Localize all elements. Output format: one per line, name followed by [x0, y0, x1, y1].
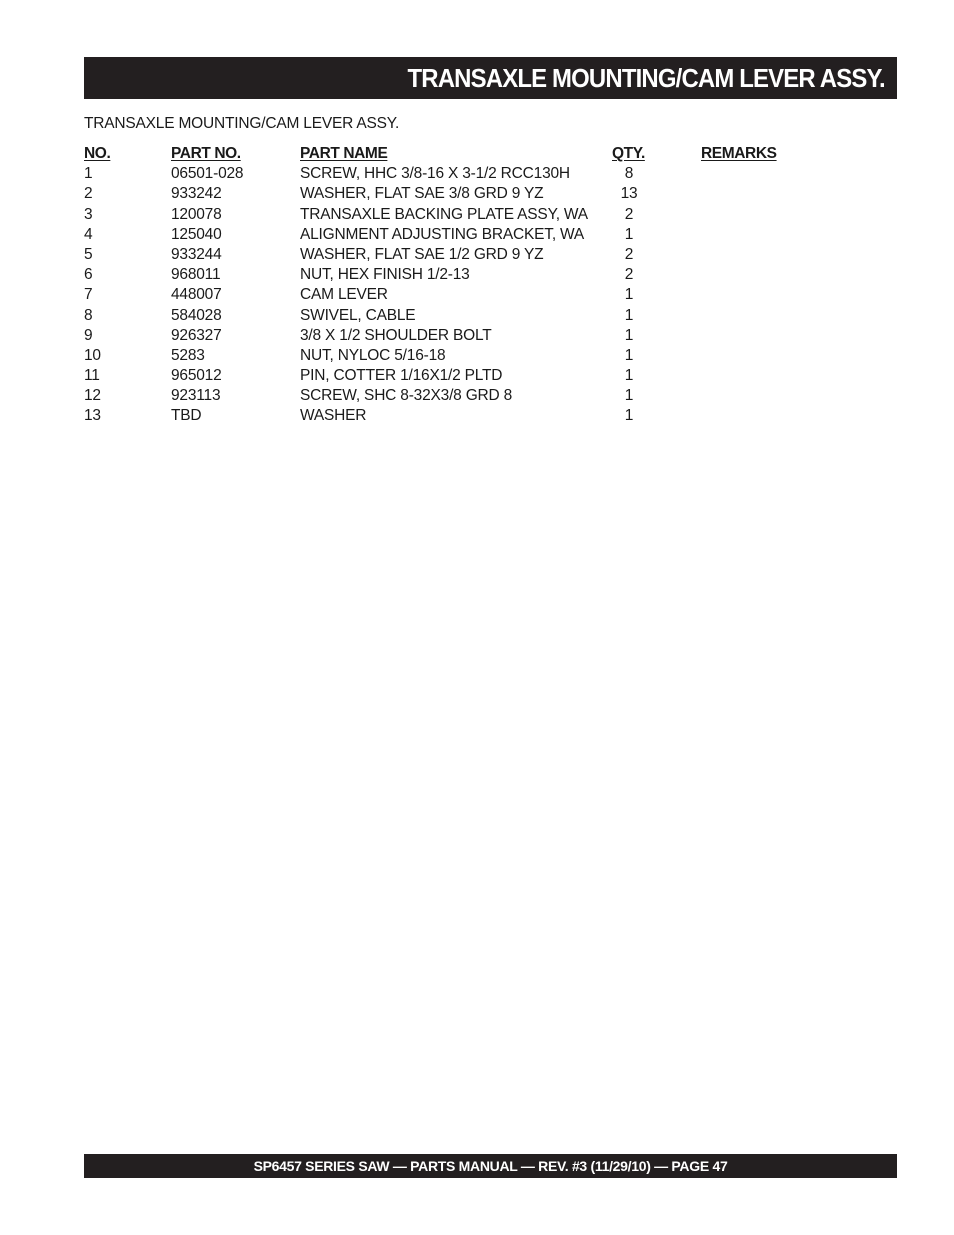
cell-qty: 1 [624, 286, 634, 304]
page-title: TRANSAXLE MOUNTING/CAM LEVER ASSY. [407, 63, 885, 93]
cell-no: 8 [84, 306, 93, 324]
cell-no: 10 [84, 346, 101, 364]
cell-no: 7 [84, 286, 93, 304]
cell-part-name: WASHER [300, 407, 367, 425]
cell-qty: 2 [624, 266, 634, 284]
cell-part-no: 968011 [171, 266, 221, 284]
section-subtitle: TRANSAXLE MOUNTING/CAM LEVER ASSY. [84, 115, 400, 132]
cell-qty: 1 [624, 225, 634, 243]
cell-qty: 1 [624, 407, 634, 425]
cell-part-name: SWIVEL, CABLE [300, 306, 416, 324]
cell-qty: 1 [624, 306, 634, 324]
cell-qty: 8 [624, 165, 634, 183]
cell-part-name: NUT, NYLOC 5/16-18 [300, 346, 446, 364]
cell-part-name: SCREW, HHC 3/8-16 X 3-1/2 RCC130H [300, 165, 570, 183]
cell-qty: 1 [624, 326, 634, 344]
cell-no: 4 [84, 225, 93, 243]
cell-part-no: TBD [171, 407, 202, 425]
cell-part-no: 584028 [171, 306, 222, 324]
cell-part-no: 933244 [171, 245, 222, 263]
column-header-remarks: REMARKS [701, 145, 777, 162]
cell-qty: 13 [620, 185, 638, 203]
cell-no: 9 [84, 326, 93, 344]
cell-qty: 2 [624, 205, 634, 223]
cell-qty: 1 [624, 367, 634, 385]
cell-part-no: 926327 [171, 326, 222, 344]
cell-no: 1 [84, 165, 93, 183]
page-footer-bar [84, 1154, 897, 1178]
cell-no: 2 [84, 185, 93, 203]
cell-part-no: 125040 [171, 225, 222, 243]
cell-part-name: WASHER, FLAT SAE 3/8 GRD 9 YZ [300, 185, 544, 203]
cell-part-no: 06501-028 [171, 165, 244, 183]
column-header-no: NO. [84, 145, 111, 162]
cell-part-name: NUT, HEX FINISH 1/2-13 [300, 266, 470, 284]
column-header-part-no: PART NO. [171, 145, 241, 162]
page-title-bar [84, 57, 897, 99]
cell-no: 11 [84, 367, 100, 385]
cell-part-name: SCREW, SHC 8-32X3/8 GRD 8 [300, 387, 513, 405]
cell-no: 12 [84, 387, 101, 405]
cell-part-name: CAM LEVER [300, 286, 388, 304]
column-header-part-name: PART NAME [300, 145, 388, 162]
cell-no: 5 [84, 245, 93, 263]
cell-part-no: 120078 [171, 205, 222, 223]
cell-part-no: 5283 [171, 346, 205, 364]
cell-part-name: TRANSAXLE BACKING PLATE ASSY, WA [300, 205, 588, 223]
cell-no: 6 [84, 266, 93, 284]
cell-qty: 1 [624, 346, 634, 364]
cell-part-no: 933242 [171, 185, 222, 203]
cell-part-name: PIN, COTTER 1/16X1/2 PLTD [300, 367, 503, 385]
cell-part-name: WASHER, FLAT SAE 1/2 GRD 9 YZ [300, 245, 544, 263]
page-footer-text: SP6457 SERIES SAW — PARTS MANUAL — REV. #3 (11/29/10) — PAGE 47 [253, 1158, 728, 1174]
cell-no: 13 [84, 407, 101, 425]
cell-part-name: 3/8 X 1/2 SHOULDER BOLT [300, 326, 492, 344]
cell-part-no: 965012 [171, 367, 222, 385]
cell-part-name: ALIGNMENT ADJUSTING BRACKET, WA [300, 225, 585, 243]
cell-no: 3 [84, 205, 93, 223]
column-header-qty: QTY. [612, 145, 645, 162]
cell-qty: 2 [624, 245, 634, 263]
cell-part-no: 448007 [171, 286, 222, 304]
cell-part-no: 923113 [171, 387, 221, 405]
cell-qty: 1 [624, 387, 634, 405]
